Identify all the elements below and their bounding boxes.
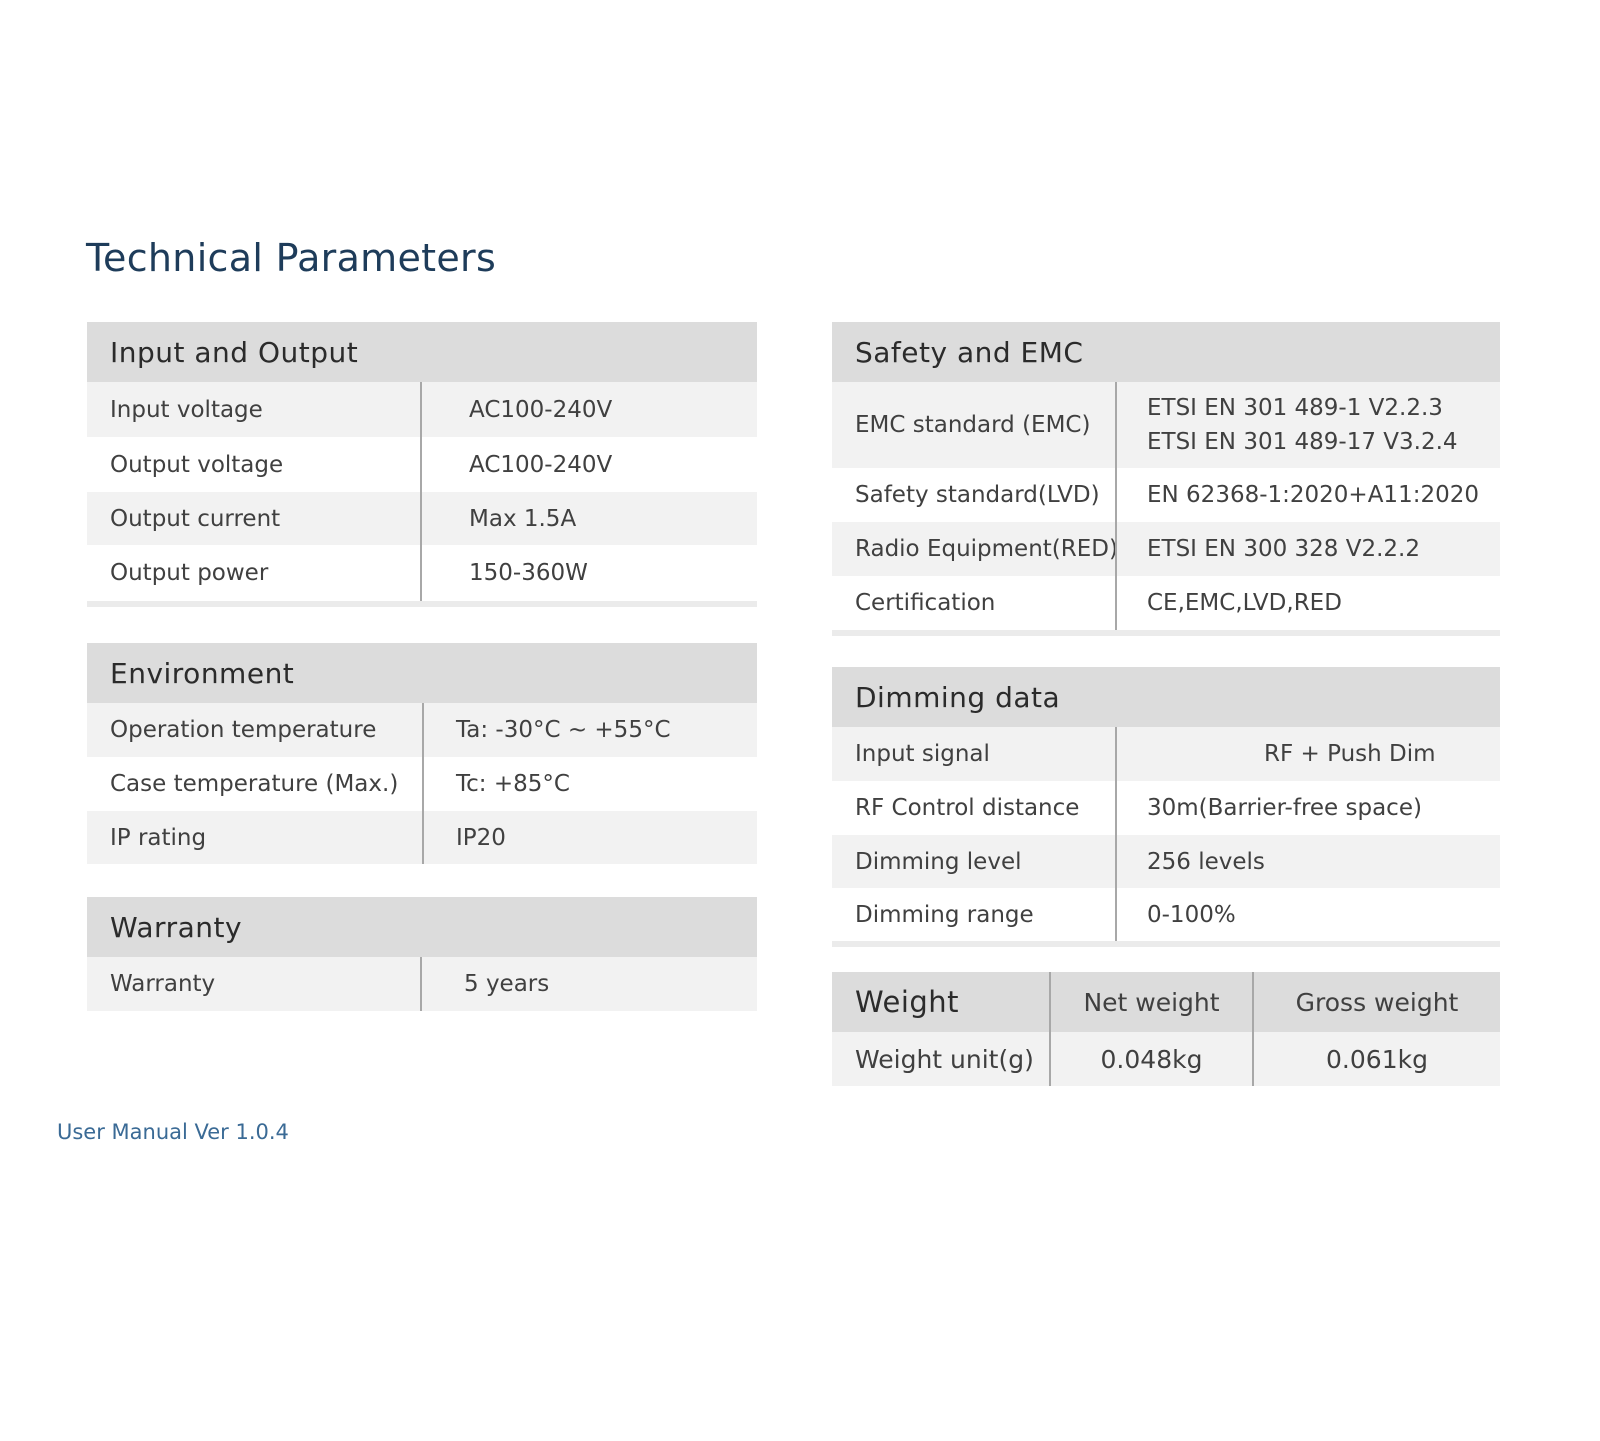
weight-table: [832, 972, 1500, 1086]
table-row: [87, 492, 757, 545]
row-label: Safety standard(LVD): [855, 482, 1100, 508]
table-row: [832, 888, 1500, 941]
row-value: AC100-240V: [420, 437, 757, 492]
row-label: IP rating: [110, 824, 207, 851]
table-row: [87, 957, 757, 1011]
row-label: Output voltage: [110, 451, 284, 478]
row-label: Radio Equipment(RED): [855, 536, 1118, 562]
safety-emc-header: Safety and EMC: [832, 322, 1500, 382]
row-label: Certification: [855, 590, 996, 616]
table-row: [87, 545, 757, 601]
row-value: Max 1.5A: [420, 492, 757, 545]
row-label: Input voltage: [110, 396, 263, 423]
table-row: [832, 727, 1500, 781]
row-value: Tc: +85°C: [422, 757, 757, 811]
row-value: Ta: -30°C ~ +55°C: [422, 703, 757, 757]
row-label: Output current: [110, 505, 281, 532]
row-label: Dimming range: [855, 901, 1034, 928]
row-label: Case temperature (Max.): [110, 771, 399, 797]
row-label: Warranty: [110, 971, 216, 997]
weight-unit-label: Weight unit(g): [832, 1032, 1049, 1086]
row-value: 150-360W: [420, 545, 757, 601]
dimming-header: Dimming data: [832, 667, 1500, 727]
table-row: [87, 703, 757, 757]
table-row: [832, 835, 1500, 888]
row-value: RF + Push Dim: [1115, 727, 1500, 781]
emc-standard-line-2: ETSI EN 301 489-17 V3.2.4: [1147, 429, 1458, 455]
emc-standard-line-1: ETSI EN 301 489-1 V2.2.3: [1147, 395, 1443, 421]
divider: [832, 941, 1500, 947]
row-value: CE,EMC,LVD,RED: [1115, 576, 1500, 630]
table-row: [832, 576, 1500, 630]
table-row: [832, 781, 1500, 835]
row-value: IP20: [422, 811, 757, 864]
divider: [87, 601, 757, 607]
dimming-table: [832, 667, 1500, 947]
row-value: 0-100%: [1115, 888, 1500, 941]
row-value: AC100-240V: [420, 382, 757, 437]
table-row: [87, 757, 757, 811]
input-output-table: [87, 322, 757, 607]
environment-header: Environment: [87, 643, 757, 703]
row-value: ETSI EN 300 328 V2.2.2: [1115, 522, 1500, 576]
table-row: [832, 522, 1500, 576]
net-weight-header: Net weight: [1049, 972, 1252, 1032]
manual-version: User Manual Ver 1.0.4: [57, 1120, 289, 1144]
divider: [832, 630, 1500, 636]
safety-emc-table: [832, 322, 1500, 636]
table-row: [87, 811, 757, 864]
warranty-header: Warranty: [87, 897, 757, 957]
row-label: EMC standard (EMC): [855, 412, 1091, 438]
environment-table: [87, 643, 757, 864]
row-value: [1115, 382, 1500, 468]
row-label: Operation temperature: [110, 717, 377, 743]
warranty-table: [87, 897, 757, 1011]
gross-weight-value: 0.061kg: [1252, 1032, 1500, 1086]
row-value: 256 levels: [1115, 835, 1500, 888]
table-row: [832, 382, 1500, 468]
weight-header: Weight: [832, 972, 1049, 1032]
gross-weight-header: Gross weight: [1252, 972, 1500, 1032]
net-weight-value: 0.048kg: [1049, 1032, 1252, 1086]
input-output-header: Input and Output: [87, 322, 757, 382]
page-title: Technical Parameters: [86, 236, 497, 280]
row-value: 5 years: [420, 957, 757, 1011]
row-label: RF Control distance: [855, 795, 1080, 821]
row-value: 30m(Barrier-free space): [1115, 781, 1500, 835]
row-value: EN 62368-1:2020+A11:2020: [1115, 468, 1500, 522]
table-row: [832, 468, 1500, 522]
row-label: Input signal: [855, 741, 990, 767]
table-row: [87, 437, 757, 492]
row-label: Dimming level: [855, 848, 1022, 875]
row-label: Output power: [110, 560, 269, 586]
table-row: [87, 382, 757, 437]
